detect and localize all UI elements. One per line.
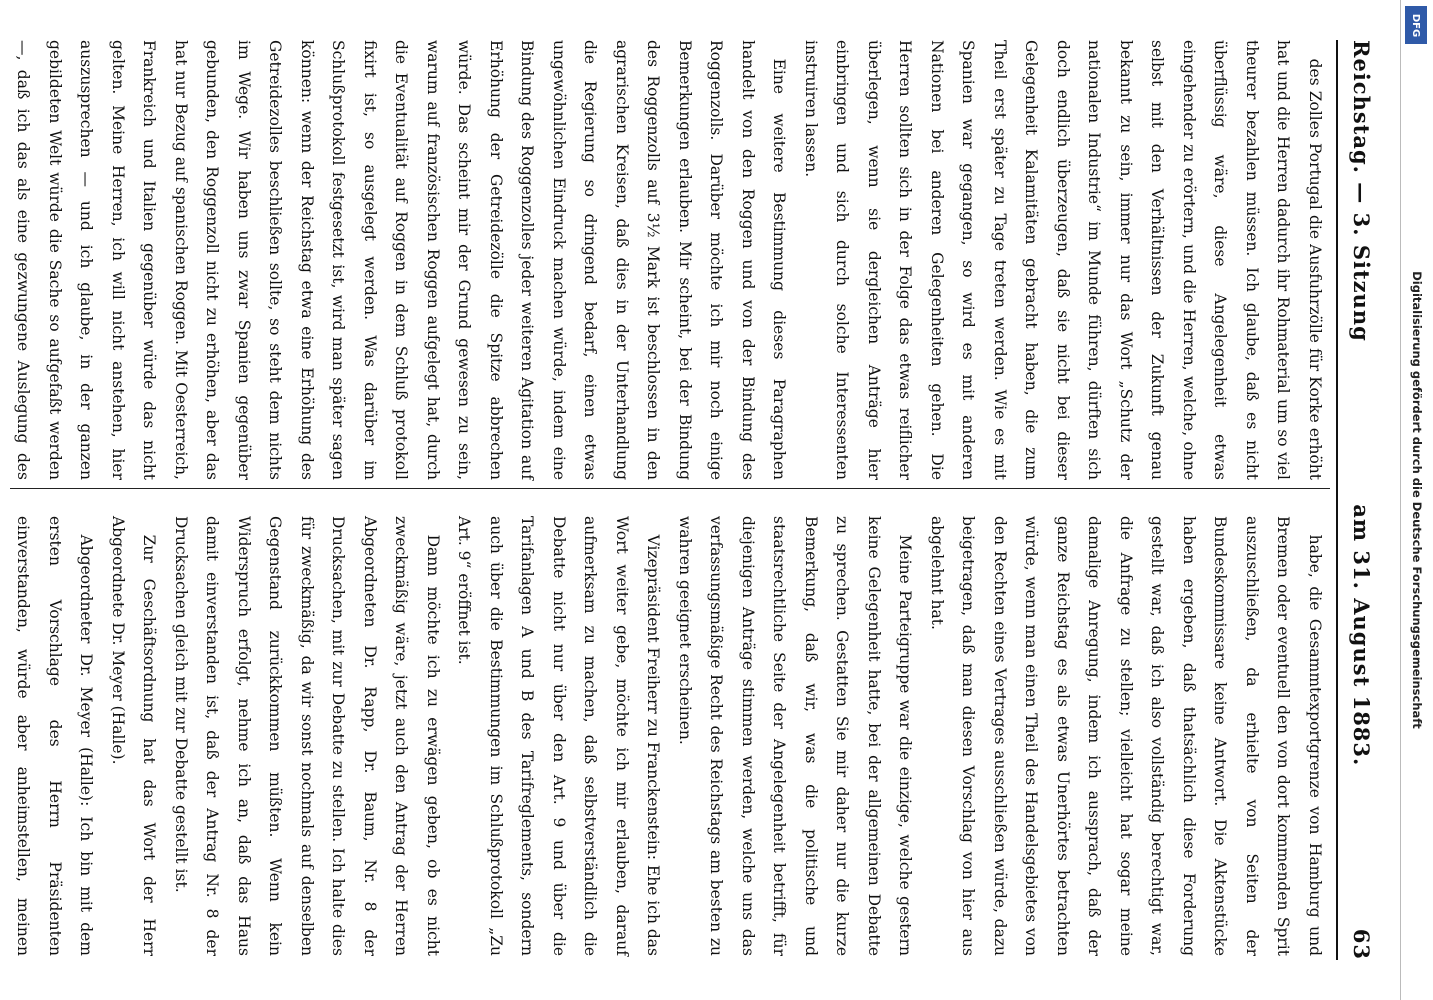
header-date: am 31. August 1883. (1349, 504, 1375, 767)
left-column (10, 40, 1330, 480)
page-number: 63 (1349, 928, 1375, 960)
paragraph: des Zolles Portugal die Ausfuhrzölle für Korke erhöht hat und die Herren dadurch ihr Rohmaterial um so viel theurer bezahlen müssen. Ich glaube, daß es nicht überflüssig wäre, diese Angelegenheit etwas eingehender zu erörtern, und die Herren, welche, ohne selbst mit den Verhältnissen der Zukunft genau bekannt zu sein, immer nur das Wort „Schutz der nationalen Industrie“ im Munde führen, dürften sich doch endlich überzeugen, daß sie nicht bei dieser Gelegenheit Kalamitäten gebracht haben, die zum Theil erst später zu Tage treten werden. Wie es mit Spanien war gegangen, so wird es mit anderen Nationen bei anderen Gelegenheiten gehen. Die Herren sollten sich in der Folge das etwas reiflicher überlegen, wenn sie dergleichen Anträge hier einbringen und sich durch solche Interessenten instruiren lassen. (802, 40, 1324, 480)
paragraph: Vizepräsident Freiherr zu Franckenstein: Ehe ich das Wort weiter gebe, möchte ich mir erlauben, darauf aufmerksam zu machen, daß selbstverständlich die Debatte nicht nur über den Art. 9 und über die Tarifanlagen A und B des Tarifreglements, sondern auch über die Bestimmungen im Schlußprotokoll „Zu Art. 9“ eröffnet ist. (455, 516, 663, 956)
column-separator (10, 488, 1330, 489)
paragraph: Meine Parteigruppe war die einzige, welche gestern keine Gelegenheit hatte, bei der allgemeinen Debatte zu sprechen. Gestatten Sie mir daher nur die kurze Bemerkung, daß wir, was die politische und staatsrechtliche Seite der Angelegenheit betrifft, für diejenigen Anträge stimmen werden, welche uns das verfassungsmäßige Recht des Reichstags am besten zu wahren geeignet erscheinen. (676, 516, 915, 956)
header-rule (1336, 40, 1338, 960)
dfg-logo: DFG (1405, 6, 1427, 44)
paragraph: habe, die Gesammtexportgrenze von Hamburg und Bremen oder eventuell den von dort kommenden Sprit auszuschließen, da erhielte von Seiten der Bundeskommissare keine Antwort. Die Aktenstücke haben ergeben, daß thatsächlich diese Forderung gestellt war, daß ich also vollständig berechtigt war, die Anfrage zu stellen; vielleicht hat sogar meine damalige Anregung, indem ich aussprach, daß der ganze Reichstag es als etwas Unerhörtes betrachten würde, wenn man einen Theil des Handelsgebietes von den Rechten eines Vertrages ausschließen würde, dazu beigetragen, daß man diesen Vorschlag von hier aus abgelehnt hat. (928, 516, 1324, 956)
digitization-credit: Digitalisierung gefördert durch die Deutsche Forschungsgemeinschaft (1410, 271, 1424, 729)
page-header (1342, 40, 1382, 960)
right-column (10, 516, 1330, 956)
header-left: Reichstag. — 3. Sitzung (1349, 40, 1375, 342)
paragraph: Dann möchte ich zu erwägen geben, ob es nicht zweckmäßig wäre, jetzt auch den Antrag der Herren Abgeordneten Dr. Rapp, Dr. Baum, Nr. 8 der Drucksachen, mit zur Debatte zu stellen. Ich halte dies für zweckmäßig, da wir sonst nochmals auf denselben Gegenstand zurückkommen müßten. Wenn kein Widerspruch erfolgt, nehme ich an, daß das Haus damit einverstanden ist, daß der Antrag Nr. 8 der Drucksachen gleich mit zur Debatte gestellt ist. (172, 516, 442, 956)
paragraph: Zur Geschäftsordnung hat das Wort der Herr Abgeordnete Dr. Meyer (Halle). (109, 516, 159, 956)
paragraph: Eine weitere Bestimmung dieses Paragraphen handelt von den Roggen und von der Bindung des Roggenzolls. Darüber möchte ich mir noch einige Bemerkungen erlauben. Mir scheint, bei der Bindung des Roggenzolls auf 3½ Mark ist beschlossen in den agrarischen Kreisen, daß dies in der Unterhandlung die Regierung so dringend bedarf, einen etwas ungewöhnlichen Eindruck machen würde, indem eine Bindung des Roggenzolles jeder weiteren Agitation auf Erhöhung der Getreidezölle die Spitze abbrechen würde. Das scheint mir der Grund gewesen zu sein, warum auf französischen Roggen aufgelegt hat, durch die Eventualität auf Roggen in dem Schluß protokoll fixirt ist, so ausgelegt werden. Was darüber im Schlußprotokoll festgesetzt ist, wird man später sagen können: wenn der Reichstag etwa eine Erhöhung des Getreidezolles beschließen sollte, so steht dem nichts im Wege. Wir haben uns zwar Spanien gegenüber gebunden, den Roggenzoll nicht zu erhöhen, aber das hat nur Bezug auf spanischen Roggen. Mit Oesterreich, Frankreich und Italien gegenüber würde das nicht gelten. Meine Herren, ich will nicht anstehen, hier auszusprechen — und ich glaube, in der ganzen gebildeten Welt würde die Sache so aufgefaßt werden —, daß ich das als eine gezwungene Auslegung des (14, 40, 789, 480)
digitization-sidebar (1400, 0, 1433, 1000)
paragraph: Abgeordneter Dr. Meyer (Halle): Ich bin mit dem ersten Vorschlage des Herrn Präsidenten einverstanden, würde aber anheimstellen, meinen (14, 516, 96, 956)
